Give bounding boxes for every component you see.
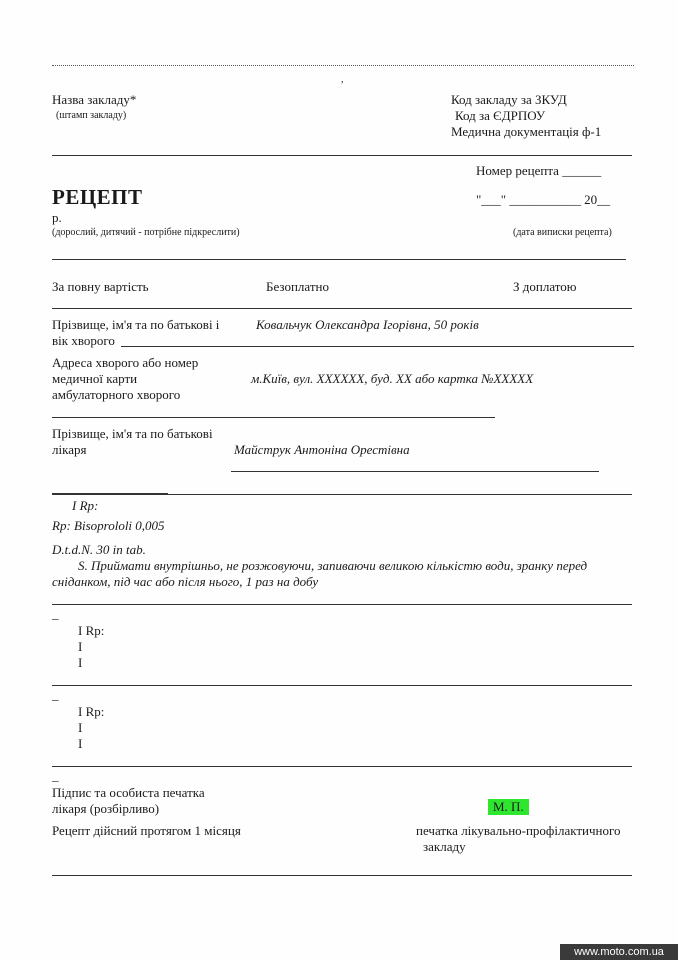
rx3-head: I Rp: xyxy=(78,704,105,719)
payment-full: За повну вартість xyxy=(52,279,149,294)
patient-address-value: м.Київ, вул. XXXXXX, буд. XX або картка №XXXXX xyxy=(251,371,534,386)
divider-rx3-bottom xyxy=(52,766,632,767)
med-doc-label: Медична документація ф-1 xyxy=(451,124,602,139)
rx3-line1: I xyxy=(78,720,83,735)
payment-free: Безоплатно xyxy=(266,279,329,294)
divider-title xyxy=(52,259,626,260)
header-mark: , xyxy=(341,74,344,85)
patient-address-label-3: амбулаторного хворого xyxy=(52,387,181,402)
seal-mark-mp: М. П. xyxy=(488,799,529,815)
prescription-date-line: "___" ___________ 20__ xyxy=(476,192,611,207)
patient-name-underline xyxy=(121,346,634,347)
site-watermark: www.moto.com.ua xyxy=(560,944,678,960)
rx2-dash: _ xyxy=(52,606,59,621)
signature-label-1: Підпис та особиста печатка xyxy=(52,785,205,800)
doctor-label-1: Прізвище, ім'я та по батькові xyxy=(52,426,213,441)
institution-stamp-label-1: печатка лікувально-профілактичного xyxy=(416,823,621,838)
rx2-line2: I xyxy=(78,655,83,670)
top-dotted-rule xyxy=(52,65,634,66)
patient-address-label-2: медичної карти xyxy=(52,371,138,386)
divider-payment xyxy=(52,308,632,309)
rx1-line3: S. Приймати внутрішньо, не розжовуючи, запиваючи великою кількістю води, зранку перед xyxy=(78,558,588,573)
footer-dash: _ xyxy=(52,768,59,783)
doctor-underline xyxy=(231,471,599,472)
rx3-line2: I xyxy=(78,736,83,751)
patient-name-value: Ковальчук Олександра Ігорівна, 50 років xyxy=(256,317,479,332)
divider-footer xyxy=(52,875,632,876)
stamp-note: (штамп закладу) xyxy=(56,110,127,121)
rx1-line2: D.t.d.N. 30 in tab. xyxy=(52,542,146,557)
payment-copay: З доплатою xyxy=(513,279,577,294)
doctor-name-value: Майструк Антоніна Орестівна xyxy=(234,442,410,457)
patient-type-note: (дорослий, дитячий - потрібне підкреслити) xyxy=(52,227,240,238)
rx3-dash: _ xyxy=(52,687,59,702)
prescription-title: РЕЦЕПТ xyxy=(52,185,143,209)
rx2-head: I Rp: xyxy=(78,623,105,638)
doctor-label-2: лікаря xyxy=(52,442,87,457)
code-zkud-label: Код закладу за ЗКУД xyxy=(451,92,567,107)
code-edrpou-label: Код за ЄДРПОУ xyxy=(455,108,546,123)
date-note: (дата виписки рецепта) xyxy=(513,227,612,238)
signature-label-2: лікаря (розбірливо) xyxy=(52,801,160,816)
prescription-number: Номер рецепта ______ xyxy=(476,163,602,178)
divider-rx2-bottom xyxy=(52,685,632,686)
r-label: р. xyxy=(52,210,62,225)
rx1-line1: Rp: Bisoprololi 0,005 xyxy=(52,518,165,533)
rx1-line4: сніданком, під час або після нього, 1 раз на добу xyxy=(52,574,319,589)
divider-rx1-top-bold xyxy=(52,493,168,495)
rx1-head: I Rp: xyxy=(72,498,99,513)
patient-name-label-1: Прізвище, ім'я та по батькові і xyxy=(52,317,220,332)
divider-address xyxy=(52,417,495,418)
institution-name-label: Назва закладу* xyxy=(52,92,137,107)
rx2-line1: I xyxy=(78,639,83,654)
validity-note: Рецепт дійсний протягом 1 місяця xyxy=(52,823,241,838)
divider-header xyxy=(52,155,632,156)
divider-rx1-bottom xyxy=(52,604,632,605)
patient-address-label-1: Адреса хворого або номер xyxy=(52,355,199,370)
patient-name-label-2: вік хворого xyxy=(52,333,115,348)
institution-stamp-label-2: закладу xyxy=(423,839,466,854)
